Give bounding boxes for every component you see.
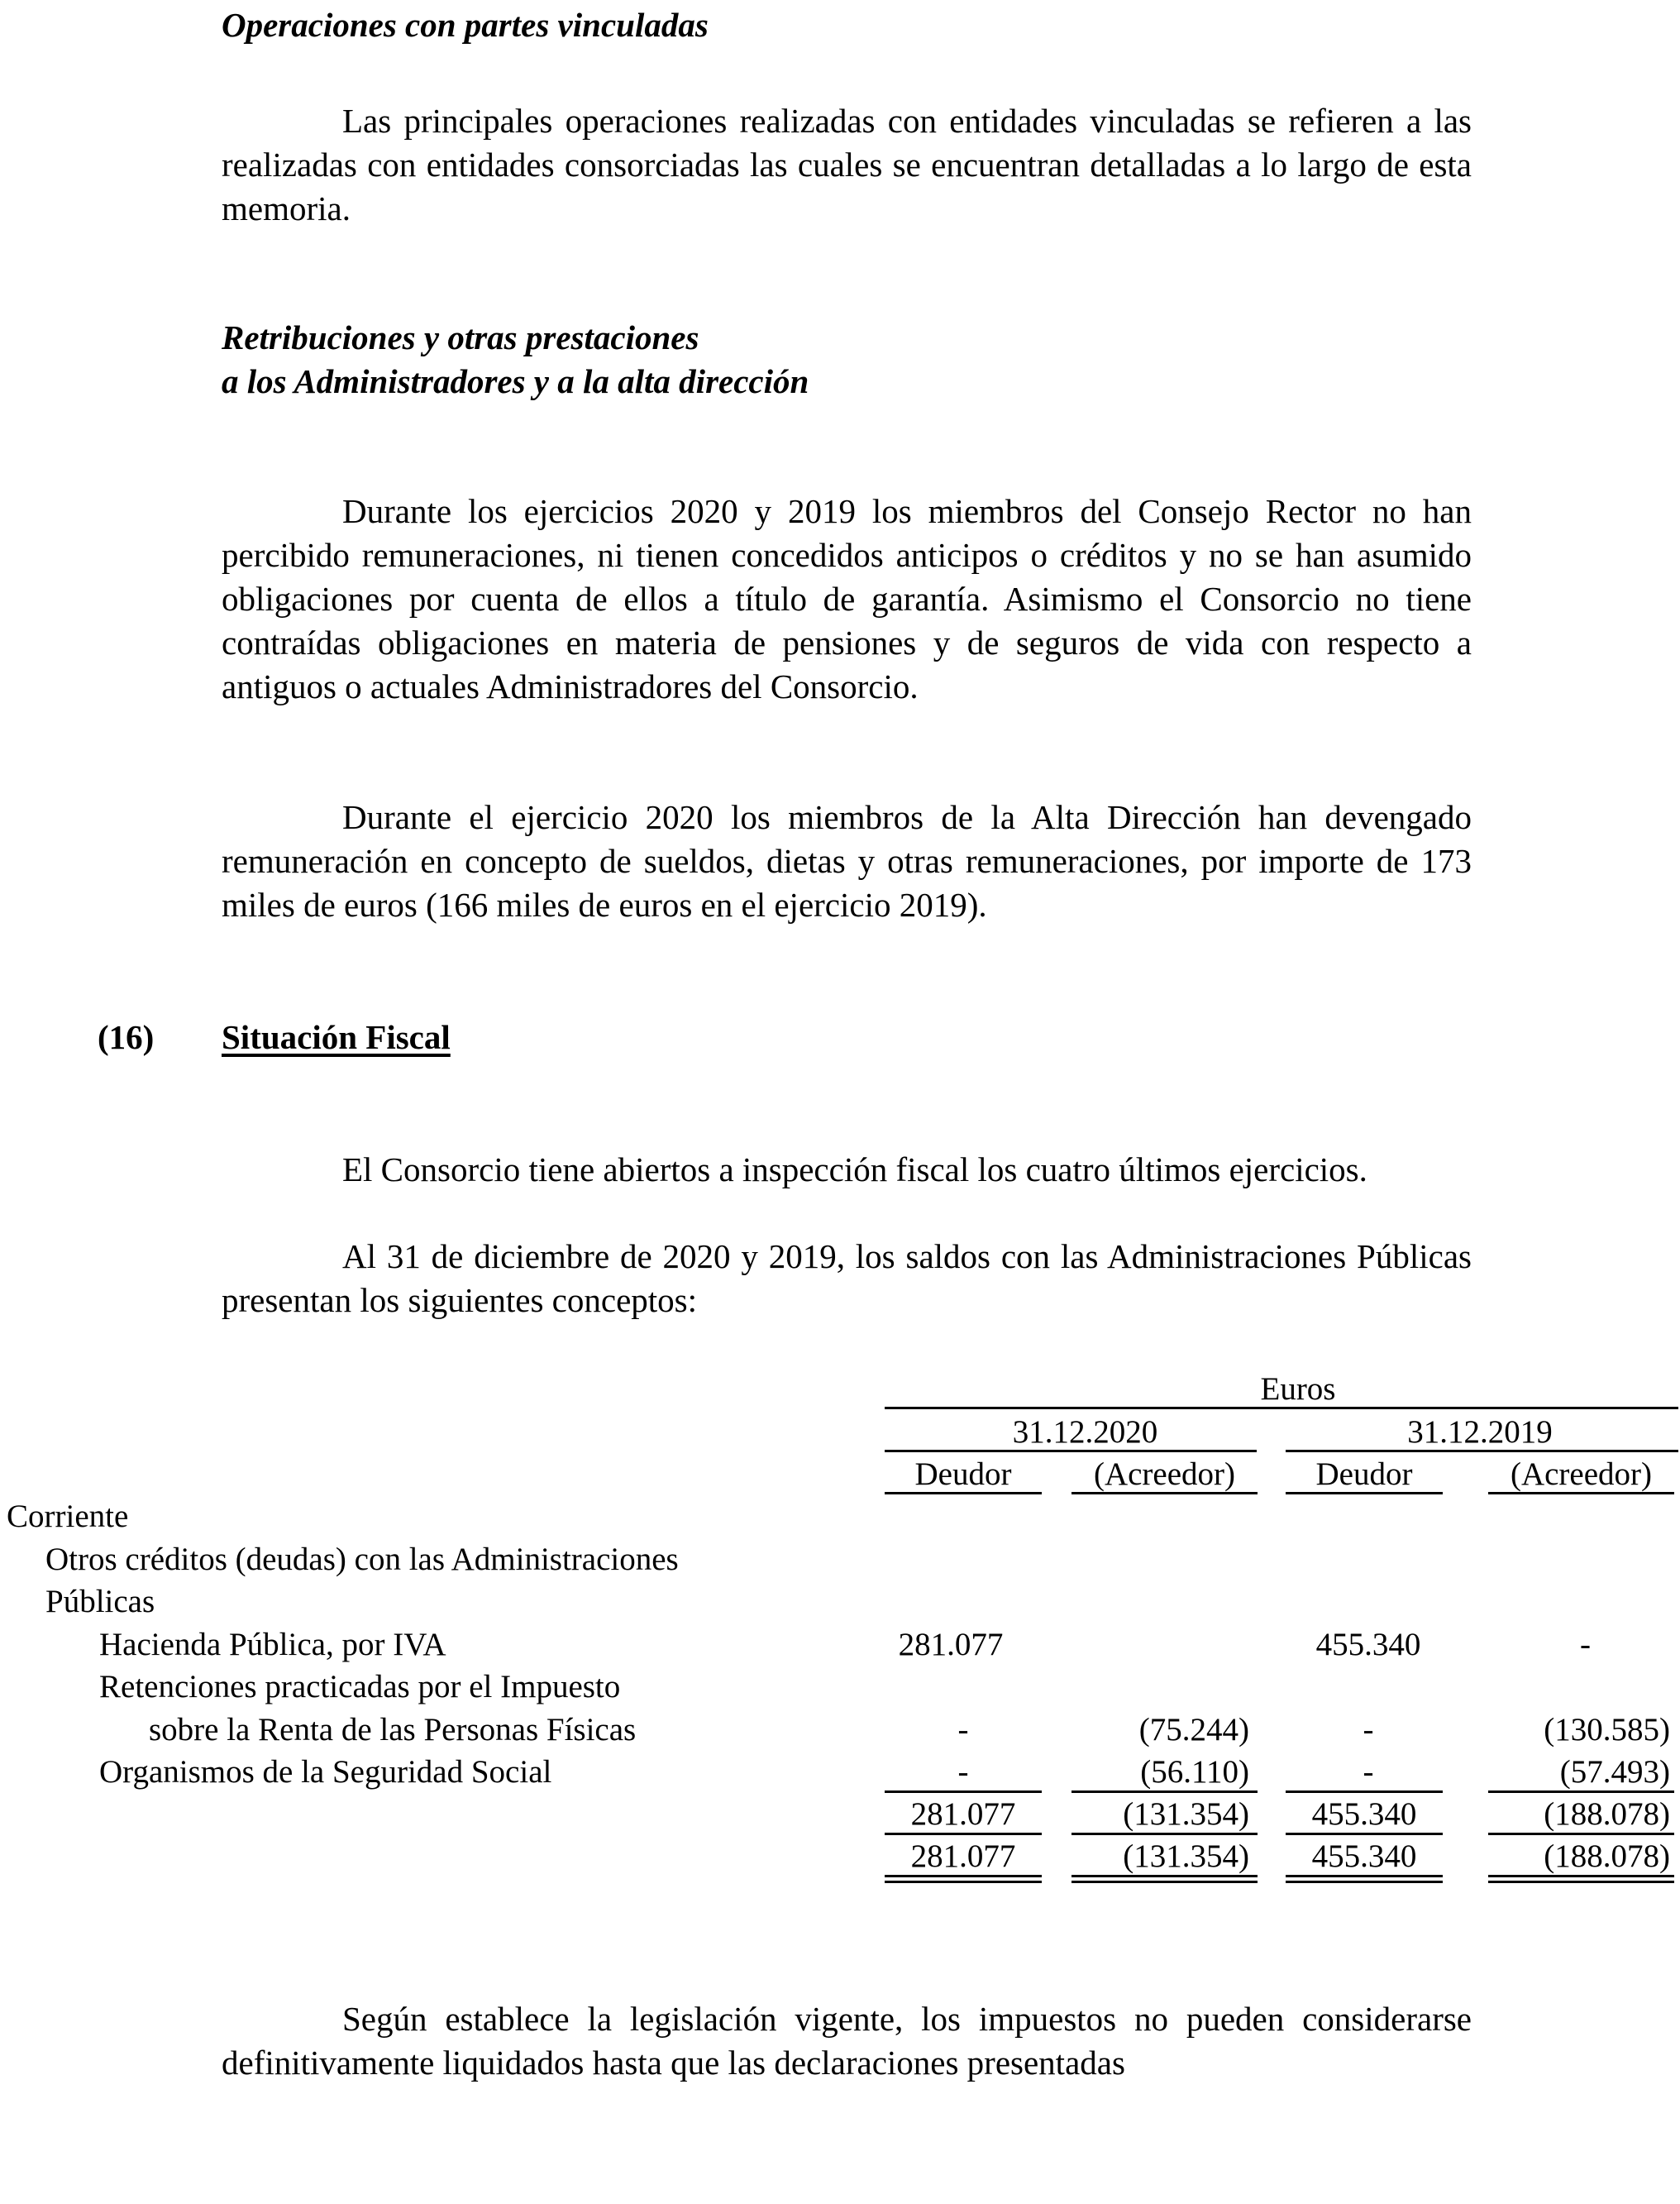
deudor-2020-value: - bbox=[957, 1754, 969, 1790]
related-operations-heading: Operaciones con partes vinculadas bbox=[222, 6, 709, 44]
group-label-line1: Otros créditos (deudas) con las Administraciones bbox=[45, 1542, 679, 1577]
subtotal-acreedor-2020: (131.354) bbox=[1123, 1796, 1249, 1832]
subtotal-acreedor-2019: (188.078) bbox=[1544, 1796, 1670, 1832]
deudor-2019-value: - bbox=[1363, 1754, 1374, 1790]
section-label-corriente: Corriente bbox=[7, 1499, 129, 1534]
period-2019-header: 31.12.2019 bbox=[1407, 1414, 1553, 1450]
period-2020-header: 31.12.2020 bbox=[1012, 1414, 1158, 1450]
total-double-underline-top bbox=[1488, 1875, 1674, 1877]
acreedor-2019-value: (130.585) bbox=[1544, 1712, 1670, 1747]
total-double-underline-bottom bbox=[1286, 1881, 1443, 1883]
row-label-line1: Retenciones practicadas por el Impuesto bbox=[99, 1669, 621, 1704]
acreedor-2019-value: - bbox=[1580, 1627, 1591, 1662]
total-acreedor-2020: (131.354) bbox=[1123, 1838, 1249, 1874]
period-2019-underline bbox=[1286, 1450, 1678, 1452]
acreedor-2019-header: (Acreedor) bbox=[1510, 1456, 1653, 1492]
section-title: Situación Fiscal bbox=[222, 1018, 451, 1056]
group-label-line2: Públicas bbox=[45, 1584, 155, 1619]
currency-header: Euros bbox=[1260, 1371, 1336, 1407]
tax-inspection-paragraph: El Consorcio tiene abiertos a inspección fiscal los cuatro últimos ejercicios. bbox=[342, 1150, 1367, 1188]
senior-management-paragraph: Durante el ejercicio 2020 los miembros de la Alta Dirección han devengado remuneración en concepto de sueldos, dietas y otras remuneraciones, por importe de 173 miles de euros (166 miles de euros en el ejercicio 2019). bbox=[222, 798, 1472, 924]
acreedor-2020-underline bbox=[1071, 1492, 1258, 1494]
total-acreedor-2019: (188.078) bbox=[1544, 1838, 1670, 1874]
total-double-underline-top bbox=[885, 1875, 1042, 1877]
tax-liquidation-paragraph: Según establece la legislación vigente, los impuestos no pueden considerarse definitivamente liquidados hasta que las declaraciones presentadas bbox=[222, 2000, 1472, 2082]
acreedor-2020-value: (75.244) bbox=[1138, 1712, 1249, 1747]
subtotal-deudor-2020: 281.077 bbox=[910, 1796, 1016, 1832]
row-label: Hacienda Pública, por IVA bbox=[99, 1627, 446, 1662]
row-label-line2: sobre la Renta de las Personas Físicas bbox=[149, 1712, 637, 1747]
deudor-2020-underline bbox=[885, 1492, 1042, 1494]
row-label: Organismos de la Seguridad Social bbox=[99, 1754, 552, 1790]
remuneration-heading-line2: a los Administradores y a la alta dirección bbox=[222, 362, 809, 400]
period-2020-underline bbox=[885, 1450, 1257, 1452]
deudor-2019-header: Deudor bbox=[1315, 1456, 1413, 1492]
total-double-underline-top bbox=[1286, 1875, 1443, 1877]
total-double-underline-top bbox=[1071, 1875, 1258, 1877]
related-operations-paragraph: Las principales operaciones realizadas con entidades vinculadas se refieren a las realizadas con entidades consorciadas las cuales se encuentran detalladas a lo largo de esta memoria. bbox=[222, 102, 1472, 227]
section-number: (16) bbox=[98, 1018, 155, 1056]
total-double-underline-bottom bbox=[1071, 1881, 1258, 1883]
tax-balances-intro-paragraph: Al 31 de diciembre de 2020 y 2019, los saldos con las Administraciones Públicas presentan los siguientes conceptos: bbox=[222, 1237, 1472, 1319]
acreedor-2019-underline bbox=[1488, 1492, 1674, 1494]
deudor-2019-value: 455.340 bbox=[1315, 1627, 1421, 1662]
deudor-2019-underline bbox=[1286, 1492, 1443, 1494]
total-double-underline-bottom bbox=[1488, 1881, 1674, 1883]
board-remuneration-paragraph: Durante los ejercicios 2020 y 2019 los miembros del Consejo Rector no han percibido remuneraciones, ni tienen concedidos anticipos o créditos y no se han asumido obligaciones por cuenta de ellos a título de garantía. Asimismo el Consorcio no tiene contraídas obligaciones en materia de pensiones y de seguros de vida con respecto a antiguos o actuales Administradores del Consorcio. bbox=[222, 492, 1472, 705]
deudor-2020-header: Deudor bbox=[914, 1456, 1012, 1492]
currency-underline bbox=[885, 1407, 1678, 1409]
deudor-2020-value: 281.077 bbox=[898, 1627, 1004, 1662]
acreedor-2020-header: (Acreedor) bbox=[1093, 1456, 1236, 1492]
total-deudor-2020: 281.077 bbox=[910, 1838, 1016, 1874]
total-deudor-2019: 455.340 bbox=[1311, 1838, 1417, 1874]
deudor-2020-value: - bbox=[957, 1712, 969, 1747]
acreedor-2019-value: (57.493) bbox=[1559, 1754, 1670, 1790]
subtotal-deudor-2019: 455.340 bbox=[1311, 1796, 1417, 1832]
deudor-2019-value: - bbox=[1363, 1712, 1374, 1747]
remuneration-heading-line1: Retribuciones y otras prestaciones bbox=[222, 318, 699, 356]
total-double-underline-bottom bbox=[885, 1881, 1042, 1883]
acreedor-2020-value: (56.110) bbox=[1140, 1754, 1249, 1790]
